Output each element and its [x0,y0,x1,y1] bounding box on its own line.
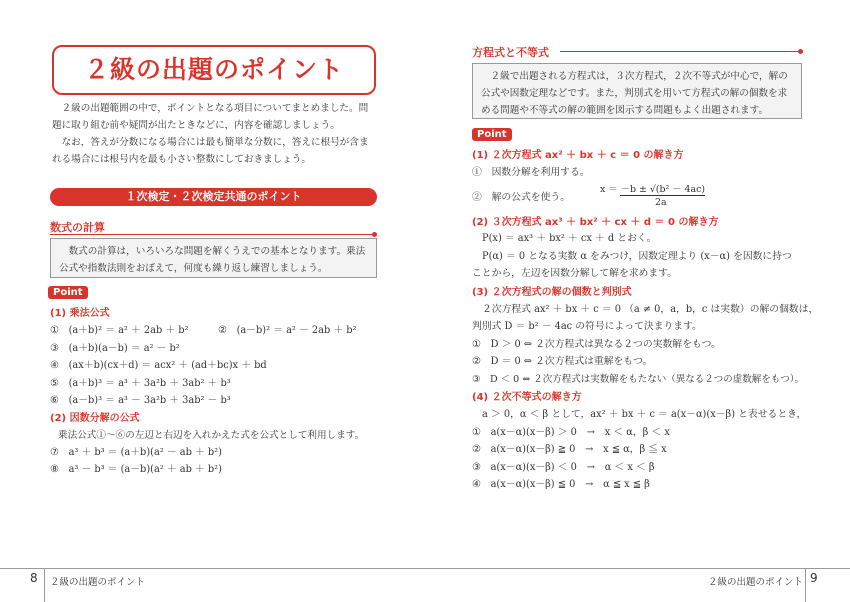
page-number: 8 [30,571,38,585]
section-rule-dot [798,49,803,54]
footer-divider [805,568,806,602]
inequality-case-4: ④ a(x－α)(x－β) ≦ 0 → α ≦ x ≦ β [472,479,650,490]
formula-4: ④ (ax＋b)(cx＋d) ＝ acx² ＋ (ad＋bc)x ＋ bd [50,360,267,371]
point-badge: Point [48,286,88,299]
point-badge: Point [472,128,512,141]
section-title-calc: 数式の計算 [50,221,105,234]
sub-heading-inequality: (4) ２次不等式の解き方 [472,392,582,403]
intro-text [52,100,377,168]
formula-6: ⑥ (a－b)³ ＝ a³ － 3a²b ＋ 3ab² － b³ [50,395,231,406]
sub-heading-factorization: (2) 因数分解の公式 [50,413,140,424]
section-box-equations [472,63,802,119]
section-rule [50,234,373,235]
footer-divider [44,568,45,602]
formula-7: ⑦ a³ ＋ b³ ＝ (a＋b)(a² － ab ＋ b²) [50,447,222,458]
footer-rule [0,568,425,569]
intro-paragraph-2: なお，答えが分数になる場合には最も簡単な分数に，答えに根号が含まれる場合には根号内を最も小さい整数にしておきましょう。 [52,137,369,165]
footer-title: ２級の出題のポイント [708,577,804,588]
quadratic-formula-numerator: x ＝ －b ± √(b² － 4ac) [600,184,706,195]
cubic-line-1: P(x) ＝ ax³ ＋ bx² ＋ cx ＋ d とおく。 [482,233,657,244]
cubic-line-2: P(α) ＝ 0 となる実数 α をみつけ，因数定理より (x－α) を因数に持つ [482,251,792,262]
sub-heading-discriminant: (3) ２次方程式の解の個数と判別式 [472,287,632,298]
inequality-intro: a ＞ 0，α ＜ β として，ax² ＋ bx ＋ c ＝ a(x－α)(x－β) と表せるとき， [482,409,807,420]
footer-rule [425,568,850,569]
fraction-bar [620,195,705,196]
page-number: 9 [810,571,818,585]
sub-heading-multiplication: (1) 乗法公式 [50,308,110,319]
intro-paragraph-1: ２級の出題範囲の中で，ポイントとなる項目についてまとめました。問題に取り組む前や疑問が出たときなどに，内容を確認しましょう。 [52,103,369,131]
section-box-calc [50,238,377,278]
quadratic-method-1: ① 因数分解を利用する。 [472,167,590,178]
section-box-text: 数式の計算は，いろいろな問題を解くうえでの基本となります。乗法公式や指数法則をおぼえて，何度も繰り返し練習しましょう。 [59,246,366,274]
discriminant-line-2: 判別式 D ＝ b² － 4ac の符号によって決まります。 [472,321,702,332]
inequality-case-1: ① a(x－α)(x－β) ＞ 0 → x ＜ α，β ＜ x [472,427,670,438]
discriminant-case-2: ② D ＝ 0 ⇔ ２次方程式は重解をもつ。 [472,356,653,367]
sub-heading-cubic: (2) ３次方程式 ax³ ＋ bx² ＋ cx ＋ d ＝ 0 の解き方 [472,217,719,228]
discriminant-case-3: ③ D ＜ 0 ⇔ ２次方程式は実数解をもたない（異なる２つの虚数解をもつ）。 [472,374,804,385]
page-title-box [52,45,376,95]
discriminant-line-1: ２次方程式 ax² ＋ bx ＋ c ＝ 0 （a ≠ 0，a，b，c は実数）の解の個数は， [482,304,819,315]
cubic-line-3: ことから，左辺を因数分解して解を求めます。 [472,268,677,279]
right-page [425,0,850,602]
footer-title: ２級の出題のポイント [50,577,146,588]
common-points-banner: １次検定・２次検定共通のポイント [50,188,377,206]
section-title-equations: 方程式と不等式 [472,46,549,59]
factorization-note: 乗法公式①～⑥の左辺と右辺を入れかえた式を公式として利用します。 [58,430,365,441]
inequality-case-2: ② a(x－α)(x－β) ≧ 0 → x ≦ α，β ≦ x [472,444,667,455]
section-rule [560,51,800,52]
discriminant-case-1: ① D ＞ 0 ⇔ ２次方程式は異なる２つの実数解をもつ。 [472,339,721,350]
inequality-case-3: ③ a(x－α)(x－β) ＜ 0 → α ＜ x ＜ β [472,462,655,473]
section-box-text: ２級で出題される方程式は，３次方程式，２次不等式が中心で，解の公式や因数定理などです。また，判別式を用いて方程式の解の個数を求める問題や不等式の解の範囲を図示する問題もよく出題されます。 [481,71,788,116]
formula-8: ⑧ a³ － b³ ＝ (a－b)(a² ＋ ab ＋ b²) [50,464,222,475]
formula-1: ① (a＋b)² ＝ a² ＋ 2ab ＋ b² [50,325,189,336]
formula-2: ② (a－b)² ＝ a² － 2ab ＋ b² [218,325,357,336]
section-rule-dot [372,232,377,237]
quadratic-formula-denominator: 2a [655,197,667,208]
formula-5: ⑤ (a＋b)³ ＝ a³ ＋ 3a²b ＋ 3ab² ＋ b³ [50,378,231,389]
formula-3: ③ (a＋b)(a－b) ＝ a² － b² [50,343,180,354]
page-title: ２級の出題のポイント [83,55,344,84]
sub-heading-quadratic: (1) ２次方程式 ax² ＋ bx ＋ c ＝ 0 の解き方 [472,150,684,161]
quadratic-method-2: ② 解の公式を使う。 [472,192,570,203]
